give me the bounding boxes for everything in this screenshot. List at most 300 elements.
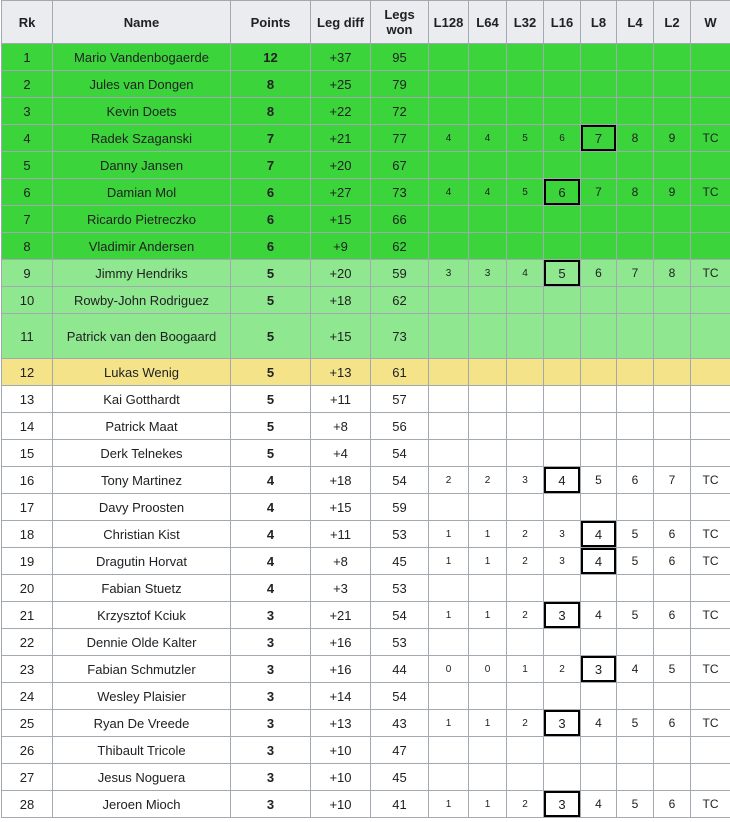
leg-diff-cell: +21 <box>311 125 371 152</box>
player-name-cell: Vladimir Andersen <box>53 233 231 260</box>
leg-diff-cell: +13 <box>311 710 371 737</box>
l8-cell <box>581 494 617 521</box>
l2-cell <box>654 494 691 521</box>
rank-cell: 5 <box>2 152 53 179</box>
legs-won-cell: 59 <box>371 260 429 287</box>
leg-diff-cell: +15 <box>311 494 371 521</box>
points-cell: 4 <box>231 521 311 548</box>
winner-cell <box>691 386 730 413</box>
l4-cell <box>617 152 654 179</box>
l64-cell: 0 <box>469 656 507 683</box>
l2-cell <box>654 359 691 386</box>
l128-cell <box>429 287 469 314</box>
player-name-cell: Ricardo Pietreczko <box>53 206 231 233</box>
l8-cell <box>581 683 617 710</box>
l128-cell <box>429 359 469 386</box>
legs-won-cell: 73 <box>371 179 429 206</box>
points-cell: 12 <box>231 44 311 71</box>
l64-cell: 4 <box>469 179 507 206</box>
l16-cell: 6 <box>544 179 581 206</box>
points-cell: 5 <box>231 260 311 287</box>
table-row <box>2 359 730 386</box>
l8-cell: 5 <box>581 467 617 494</box>
l128-cell: 3 <box>429 260 469 287</box>
l2-cell: 6 <box>654 548 691 575</box>
l32-cell: 4 <box>507 260 544 287</box>
leg-diff-cell: +10 <box>311 737 371 764</box>
l32-cell <box>507 386 544 413</box>
rank-cell: 28 <box>2 791 53 818</box>
l32-cell <box>507 233 544 260</box>
l2-cell: 9 <box>654 125 691 152</box>
table-row <box>2 737 730 764</box>
l8-cell <box>581 764 617 791</box>
l4-cell <box>617 737 654 764</box>
l128-cell <box>429 71 469 98</box>
points-cell: 6 <box>231 206 311 233</box>
table-row <box>2 521 730 548</box>
player-name-cell: Mario Vandenbogaerde <box>53 44 231 71</box>
winner-cell <box>691 287 730 314</box>
rank-cell: 27 <box>2 764 53 791</box>
legs-won-cell: 44 <box>371 656 429 683</box>
l128-cell: 2 <box>429 467 469 494</box>
l128-cell <box>429 206 469 233</box>
l128-cell <box>429 386 469 413</box>
l32-cell <box>507 494 544 521</box>
winner-cell <box>691 494 730 521</box>
legs-won-cell: 53 <box>371 521 429 548</box>
l64-cell <box>469 764 507 791</box>
l8-cell: 4 <box>581 548 617 575</box>
table-row <box>2 548 730 575</box>
l4-cell: 8 <box>617 179 654 206</box>
player-name-cell: Krzysztof Kciuk <box>53 602 231 629</box>
l32-cell: 2 <box>507 521 544 548</box>
rank-cell: 7 <box>2 206 53 233</box>
l128-cell: 1 <box>429 548 469 575</box>
l64-cell: 1 <box>469 521 507 548</box>
l2-cell <box>654 440 691 467</box>
winner-cell: TC <box>691 602 730 629</box>
table-row <box>2 413 730 440</box>
l8-cell: 4 <box>581 521 617 548</box>
player-name-cell: Jeroen Mioch <box>53 791 231 818</box>
l64-cell <box>469 629 507 656</box>
l8-cell: 4 <box>581 791 617 818</box>
l16-cell: 3 <box>544 791 581 818</box>
l8-cell <box>581 98 617 125</box>
legs-won-cell: 59 <box>371 494 429 521</box>
l16-cell: 3 <box>544 710 581 737</box>
leg-diff-cell: +14 <box>311 683 371 710</box>
l32-cell <box>507 413 544 440</box>
leg-diff-cell: +16 <box>311 629 371 656</box>
col-header-winner[interactable]: W <box>691 1 730 44</box>
l4-cell <box>617 98 654 125</box>
l8-cell <box>581 287 617 314</box>
standings-body <box>2 44 730 818</box>
l4-cell <box>617 683 654 710</box>
l32-cell: 2 <box>507 791 544 818</box>
l8-cell <box>581 440 617 467</box>
table-row <box>2 710 730 737</box>
points-cell: 4 <box>231 467 311 494</box>
legs-won-cell: 62 <box>371 233 429 260</box>
legs-won-cell: 95 <box>371 44 429 71</box>
winner-cell <box>691 71 730 98</box>
legs-won-cell: 72 <box>371 98 429 125</box>
player-name-cell: Christian Kist <box>53 521 231 548</box>
l4-cell: 5 <box>617 791 654 818</box>
l4-cell <box>617 71 654 98</box>
player-name-cell: Rowby-John Rodriguez <box>53 287 231 314</box>
l64-cell: 1 <box>469 710 507 737</box>
l64-cell <box>469 359 507 386</box>
col-header-l16[interactable]: L16 <box>544 1 581 44</box>
leg-diff-cell: +10 <box>311 764 371 791</box>
legs-won-cell: 66 <box>371 206 429 233</box>
legs-won-cell: 45 <box>371 764 429 791</box>
col-header-legs-won[interactable]: Legs won <box>371 1 429 44</box>
l16-cell <box>544 152 581 179</box>
l2-cell <box>654 737 691 764</box>
l32-cell: 3 <box>507 467 544 494</box>
l8-cell: 3 <box>581 656 617 683</box>
l2-cell: 7 <box>654 467 691 494</box>
table-row <box>2 386 730 413</box>
winner-cell: TC <box>691 521 730 548</box>
leg-diff-cell: +16 <box>311 656 371 683</box>
legs-won-cell: 56 <box>371 413 429 440</box>
l128-cell <box>429 44 469 71</box>
l4-cell <box>617 413 654 440</box>
rank-cell: 19 <box>2 548 53 575</box>
l16-cell: 2 <box>544 656 581 683</box>
winner-cell <box>691 737 730 764</box>
table-row <box>2 152 730 179</box>
l64-cell <box>469 314 507 359</box>
winner-cell <box>691 413 730 440</box>
col-header-l2[interactable]: L2 <box>654 1 691 44</box>
l4-cell <box>617 359 654 386</box>
player-name-cell: Dragutin Horvat <box>53 548 231 575</box>
l64-cell: 4 <box>469 125 507 152</box>
l2-cell <box>654 233 691 260</box>
l32-cell: 5 <box>507 179 544 206</box>
l16-cell <box>544 287 581 314</box>
winner-cell <box>691 233 730 260</box>
l64-cell <box>469 737 507 764</box>
col-header-l32[interactable]: L32 <box>507 1 544 44</box>
l128-cell: 1 <box>429 791 469 818</box>
col-header-name[interactable]: Name <box>53 1 231 44</box>
header-row <box>2 1 730 44</box>
col-header-leg-diff[interactable]: Leg diff <box>311 1 371 44</box>
l8-cell <box>581 737 617 764</box>
legs-won-cell: 43 <box>371 710 429 737</box>
legs-won-cell: 67 <box>371 152 429 179</box>
l16-cell <box>544 233 581 260</box>
points-cell: 5 <box>231 314 311 359</box>
points-cell: 3 <box>231 656 311 683</box>
l4-cell <box>617 440 654 467</box>
legs-won-cell: 79 <box>371 71 429 98</box>
points-cell: 3 <box>231 791 311 818</box>
leg-diff-cell: +27 <box>311 179 371 206</box>
l8-cell: 4 <box>581 602 617 629</box>
l128-cell <box>429 314 469 359</box>
l16-cell <box>544 764 581 791</box>
l16-cell: 5 <box>544 260 581 287</box>
rank-cell: 13 <box>2 386 53 413</box>
l2-cell <box>654 386 691 413</box>
leg-diff-cell: +20 <box>311 152 371 179</box>
l8-cell: 7 <box>581 179 617 206</box>
l64-cell <box>469 413 507 440</box>
player-name-cell: Danny Jansen <box>53 152 231 179</box>
l32-cell <box>507 71 544 98</box>
rank-cell: 9 <box>2 260 53 287</box>
legs-won-cell: 62 <box>371 287 429 314</box>
rank-cell: 8 <box>2 233 53 260</box>
points-cell: 5 <box>231 440 311 467</box>
points-cell: 6 <box>231 179 311 206</box>
rank-cell: 25 <box>2 710 53 737</box>
table-row <box>2 440 730 467</box>
l16-cell <box>544 575 581 602</box>
l16-cell: 4 <box>544 467 581 494</box>
l2-cell <box>654 413 691 440</box>
rank-cell: 2 <box>2 71 53 98</box>
l2-cell <box>654 287 691 314</box>
rank-cell: 20 <box>2 575 53 602</box>
l4-cell <box>617 764 654 791</box>
l4-cell <box>617 386 654 413</box>
rank-cell: 17 <box>2 494 53 521</box>
l128-cell: 1 <box>429 521 469 548</box>
rank-cell: 16 <box>2 467 53 494</box>
l2-cell: 8 <box>654 260 691 287</box>
winner-cell <box>691 575 730 602</box>
l128-cell <box>429 98 469 125</box>
col-header-l128[interactable]: L128 <box>429 1 469 44</box>
player-name-cell: Tony Martinez <box>53 467 231 494</box>
l32-cell <box>507 98 544 125</box>
winner-cell <box>691 152 730 179</box>
l8-cell <box>581 71 617 98</box>
points-cell: 5 <box>231 287 311 314</box>
col-header-l4[interactable]: L4 <box>617 1 654 44</box>
player-name-cell: Patrick van den Boogaard <box>53 314 231 359</box>
l8-cell <box>581 413 617 440</box>
winner-cell: TC <box>691 467 730 494</box>
l64-cell <box>469 683 507 710</box>
l16-cell <box>544 386 581 413</box>
l64-cell <box>469 206 507 233</box>
l64-cell <box>469 71 507 98</box>
col-header-rank[interactable]: Rk <box>2 1 53 44</box>
leg-diff-cell: +37 <box>311 44 371 71</box>
l128-cell: 0 <box>429 656 469 683</box>
l64-cell: 1 <box>469 548 507 575</box>
l64-cell <box>469 494 507 521</box>
l32-cell <box>507 206 544 233</box>
player-name-cell: Wesley Plaisier <box>53 683 231 710</box>
player-name-cell: Thibault Tricole <box>53 737 231 764</box>
col-header-l8[interactable]: L8 <box>581 1 617 44</box>
player-name-cell: Derk Telnekes <box>53 440 231 467</box>
legs-won-cell: 53 <box>371 575 429 602</box>
points-cell: 3 <box>231 737 311 764</box>
l4-cell <box>617 233 654 260</box>
winner-cell <box>691 629 730 656</box>
l32-cell <box>507 44 544 71</box>
l4-cell <box>617 629 654 656</box>
rank-cell: 21 <box>2 602 53 629</box>
table-row <box>2 287 730 314</box>
l8-cell <box>581 152 617 179</box>
player-name-cell: Patrick Maat <box>53 413 231 440</box>
l128-cell: 1 <box>429 710 469 737</box>
table-row <box>2 260 730 287</box>
l16-cell <box>544 206 581 233</box>
l16-cell <box>544 629 581 656</box>
l128-cell: 4 <box>429 125 469 152</box>
winner-cell: TC <box>691 656 730 683</box>
l8-cell: 6 <box>581 260 617 287</box>
winner-cell <box>691 683 730 710</box>
l128-cell: 4 <box>429 179 469 206</box>
l8-cell <box>581 629 617 656</box>
legs-won-cell: 47 <box>371 737 429 764</box>
player-name-cell: Radek Szaganski <box>53 125 231 152</box>
leg-diff-cell: +3 <box>311 575 371 602</box>
l4-cell: 6 <box>617 467 654 494</box>
legs-won-cell: 54 <box>371 440 429 467</box>
l64-cell <box>469 98 507 125</box>
rank-cell: 6 <box>2 179 53 206</box>
l32-cell <box>507 575 544 602</box>
l16-cell <box>544 44 581 71</box>
l16-cell <box>544 314 581 359</box>
legs-won-cell: 45 <box>371 548 429 575</box>
l2-cell <box>654 629 691 656</box>
l2-cell <box>654 764 691 791</box>
legs-won-cell: 77 <box>371 125 429 152</box>
l2-cell <box>654 575 691 602</box>
l8-cell <box>581 359 617 386</box>
l2-cell: 9 <box>654 179 691 206</box>
leg-diff-cell: +11 <box>311 521 371 548</box>
l16-cell <box>544 413 581 440</box>
leg-diff-cell: +18 <box>311 467 371 494</box>
rank-cell: 26 <box>2 737 53 764</box>
l128-cell <box>429 683 469 710</box>
l8-cell: 7 <box>581 125 617 152</box>
table-row <box>2 179 730 206</box>
rank-cell: 24 <box>2 683 53 710</box>
leg-diff-cell: +8 <box>311 413 371 440</box>
winner-cell <box>691 314 730 359</box>
winner-cell <box>691 764 730 791</box>
points-cell: 3 <box>231 683 311 710</box>
l4-cell <box>617 206 654 233</box>
l32-cell: 5 <box>507 125 544 152</box>
player-name-cell: Kevin Doets <box>53 98 231 125</box>
points-cell: 7 <box>231 125 311 152</box>
winner-cell <box>691 440 730 467</box>
table-row <box>2 233 730 260</box>
l32-cell <box>507 764 544 791</box>
player-name-cell: Fabian Schmutzler <box>53 656 231 683</box>
col-header-l64[interactable]: L64 <box>469 1 507 44</box>
l32-cell <box>507 737 544 764</box>
points-cell: 3 <box>231 764 311 791</box>
rank-cell: 14 <box>2 413 53 440</box>
l32-cell: 2 <box>507 548 544 575</box>
l32-cell <box>507 359 544 386</box>
l4-cell <box>617 494 654 521</box>
l2-cell <box>654 314 691 359</box>
l4-cell <box>617 44 654 71</box>
l2-cell <box>654 206 691 233</box>
l2-cell: 6 <box>654 791 691 818</box>
player-name-cell: Jesus Noguera <box>53 764 231 791</box>
l2-cell <box>654 683 691 710</box>
l8-cell <box>581 314 617 359</box>
legs-won-cell: 54 <box>371 602 429 629</box>
col-header-points[interactable]: Points <box>231 1 311 44</box>
rank-cell: 3 <box>2 98 53 125</box>
points-cell: 7 <box>231 152 311 179</box>
player-name-cell: Kai Gotthardt <box>53 386 231 413</box>
l2-cell: 6 <box>654 521 691 548</box>
l32-cell <box>507 440 544 467</box>
points-cell: 3 <box>231 710 311 737</box>
l4-cell: 7 <box>617 260 654 287</box>
l64-cell <box>469 44 507 71</box>
rank-cell: 1 <box>2 44 53 71</box>
l32-cell: 2 <box>507 602 544 629</box>
l64-cell: 3 <box>469 260 507 287</box>
l16-cell <box>544 359 581 386</box>
table-row <box>2 467 730 494</box>
rank-cell: 22 <box>2 629 53 656</box>
table-row <box>2 314 730 359</box>
l64-cell: 2 <box>469 467 507 494</box>
l128-cell <box>429 737 469 764</box>
l4-cell <box>617 575 654 602</box>
leg-diff-cell: +22 <box>311 98 371 125</box>
winner-cell: TC <box>691 710 730 737</box>
table-row <box>2 98 730 125</box>
legs-won-cell: 41 <box>371 791 429 818</box>
l4-cell <box>617 287 654 314</box>
l128-cell <box>429 440 469 467</box>
table-row <box>2 575 730 602</box>
l32-cell: 1 <box>507 656 544 683</box>
l32-cell: 2 <box>507 710 544 737</box>
legs-won-cell: 73 <box>371 314 429 359</box>
l32-cell <box>507 629 544 656</box>
points-cell: 3 <box>231 629 311 656</box>
l32-cell <box>507 314 544 359</box>
player-name-cell: Ryan De Vreede <box>53 710 231 737</box>
l4-cell: 8 <box>617 125 654 152</box>
table-row <box>2 602 730 629</box>
leg-diff-cell: +18 <box>311 287 371 314</box>
